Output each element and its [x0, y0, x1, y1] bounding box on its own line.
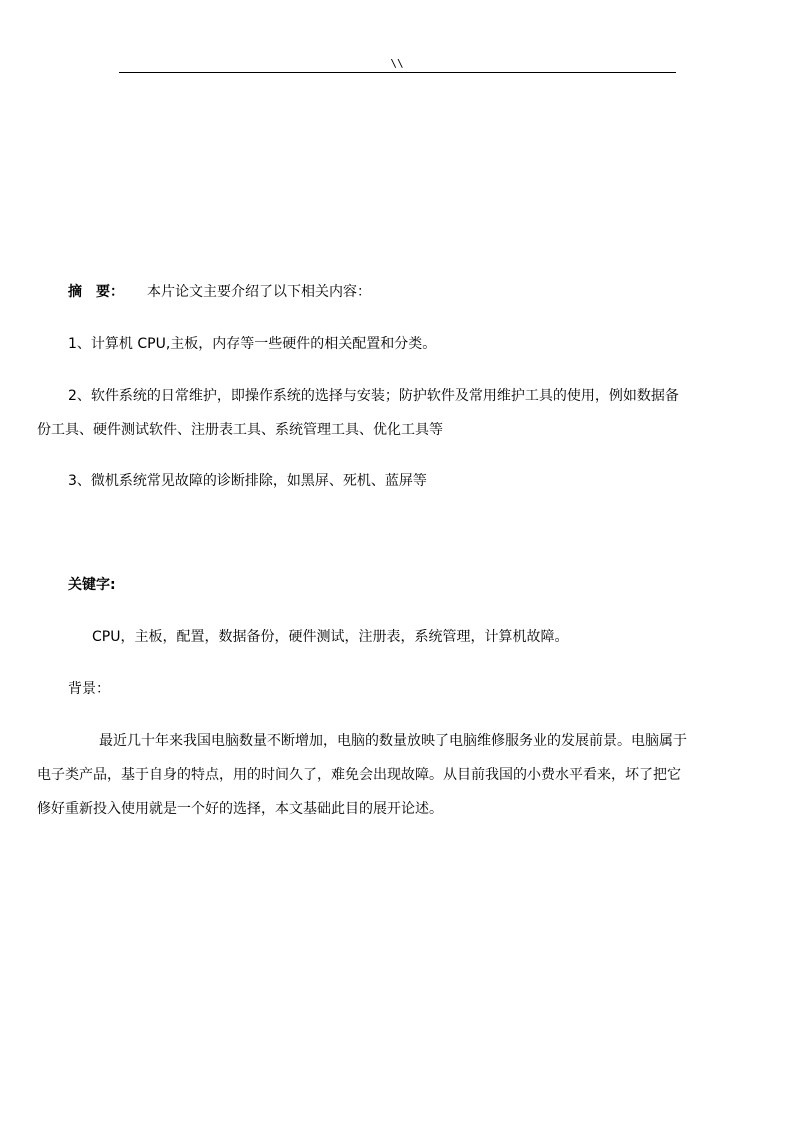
- abstract-item-3: 3、微机系统常见故障的诊断排除，如黑屏、死机、蓝屏等: [68, 473, 427, 489]
- abstract-label: 摘 要：: [68, 284, 124, 300]
- abstract-item-2-line-1: 2、软件系统的日常维护，即操作系统的选择与安装；防护软件及常用维护工具的使用，例如数据备: [68, 388, 679, 404]
- keywords-text: CPU，主板，配置，数据备份，硬件测试，注册表，系统管理，计算机故障。: [92, 629, 569, 645]
- keywords-label: 关键字:: [68, 577, 116, 593]
- abstract-intro: 本片论文主要介绍了以下相关内容：: [147, 284, 371, 300]
- background-paragraph-line-3: 修好重新投入使用就是一个好的选择，本文基础此目的展开论述。: [37, 801, 443, 817]
- background-label: 背景：: [68, 681, 110, 697]
- abstract-item-1: 1、计算机 CPU,主板，内存等一些硬件的相关配置和分类。: [68, 336, 437, 352]
- background-paragraph-line-2: 电子类产品，基于自身的特点，用的时间久了，难免会出现故障。从目前我国的小费水平看来，坏了把它: [37, 767, 681, 783]
- page-header-mark: \\: [390, 57, 404, 70]
- abstract-item-2-line-2: 份工具、硬件测试软件、注册表工具、系统管理工具、优化工具等: [37, 422, 443, 438]
- background-paragraph-line-1: 最近几十年来我国电脑数量不断增加，电脑的数量放映了电脑维修服务业的发展前景。电脑属于: [99, 733, 687, 749]
- header-rule: [119, 72, 676, 73]
